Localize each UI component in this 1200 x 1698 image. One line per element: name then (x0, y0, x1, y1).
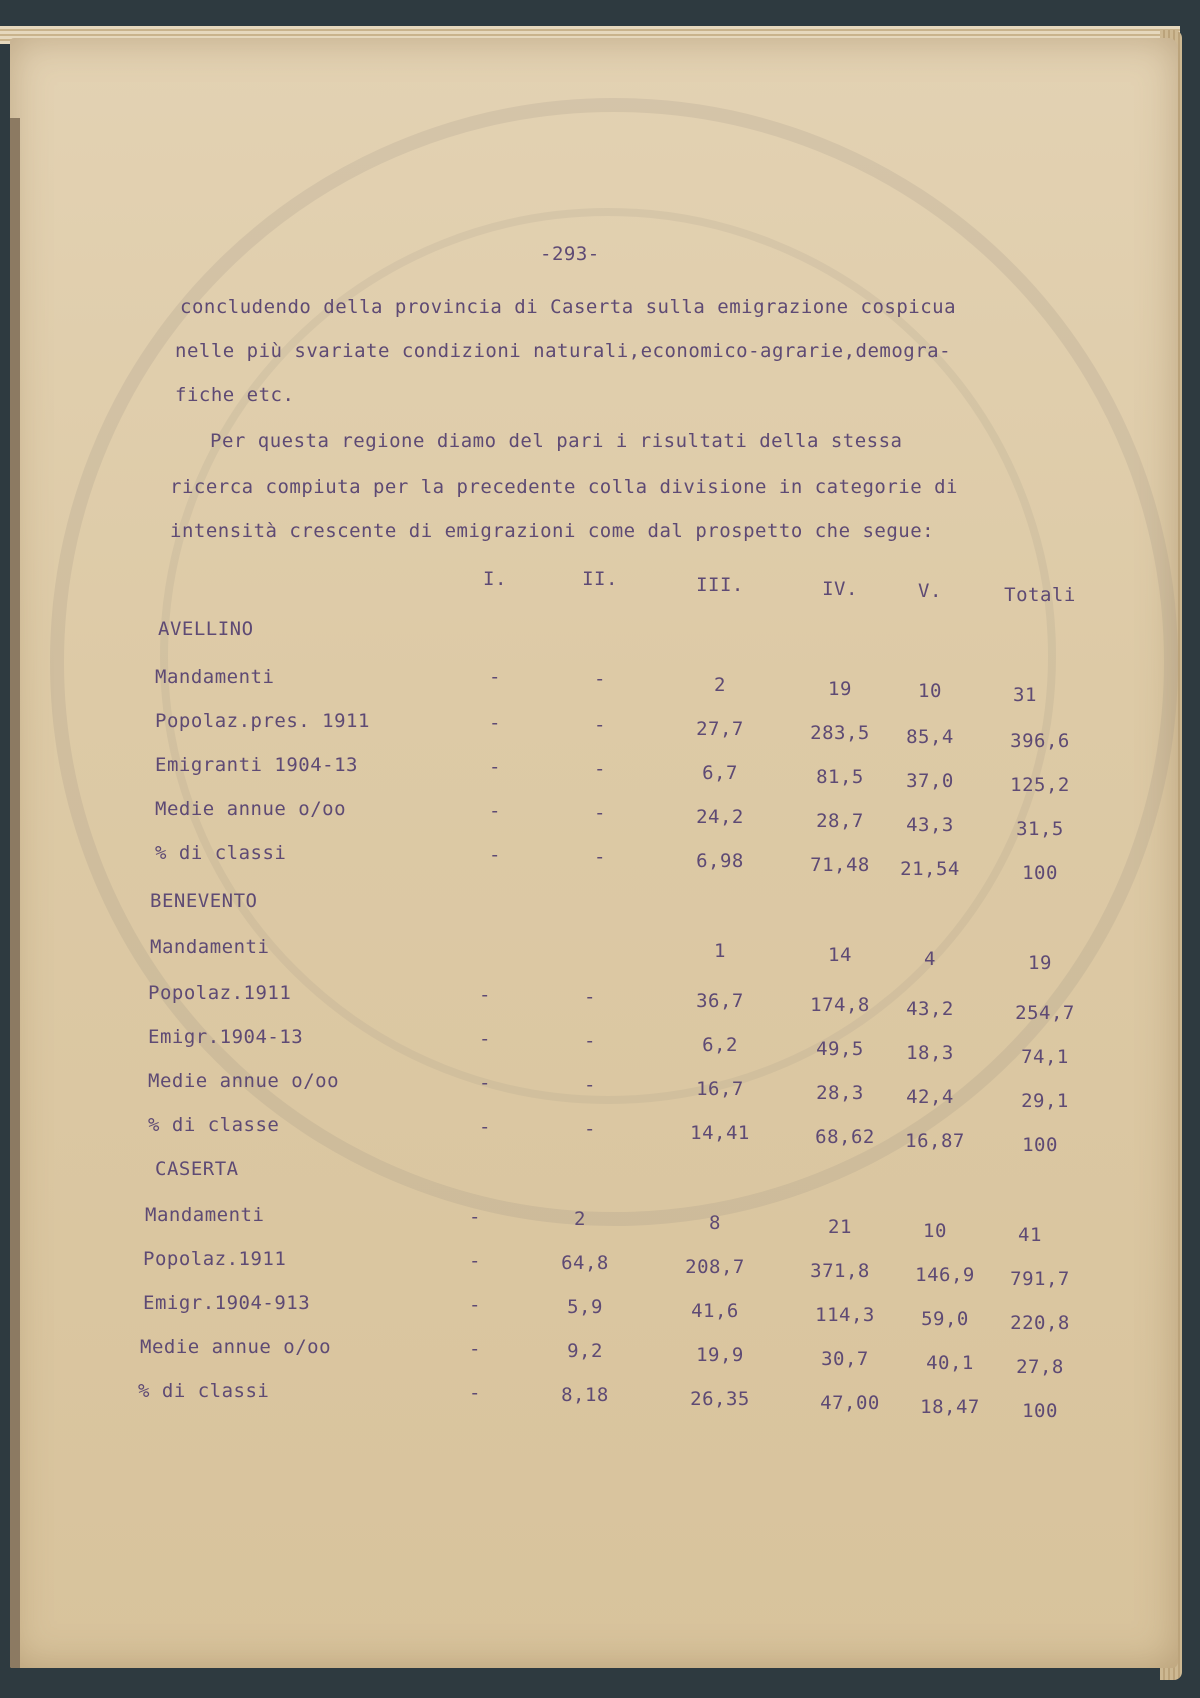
cell: 64,8 (561, 1252, 609, 1274)
cell: - (469, 1338, 481, 1360)
cell: - (489, 800, 501, 822)
cell: 19 (828, 678, 852, 700)
cell: 29,1 (1021, 1090, 1069, 1112)
paragraph-2-line-2: ricerca compiuta per la precedente colla divisione in categorie di (170, 476, 958, 498)
header-col-5: V. (918, 580, 942, 602)
cell: 49,5 (816, 1038, 864, 1060)
cell: 68,62 (815, 1126, 875, 1148)
cell: 26,35 (690, 1388, 750, 1410)
cell: 42,4 (906, 1086, 954, 1108)
cell: 27,7 (696, 718, 744, 740)
cell: 43,3 (906, 814, 954, 836)
cell: 47,00 (820, 1392, 880, 1414)
header-col-1: I. (483, 568, 507, 590)
cell: 220,8 (1010, 1312, 1070, 1334)
cell: 100 (1022, 862, 1058, 884)
cell: 71,48 (810, 854, 870, 876)
row-label: Mandamenti (145, 1204, 265, 1226)
row-label: % di classi (155, 842, 287, 864)
row-label: Popolaz.1911 (148, 982, 292, 1004)
row-label: Emigr.1904-13 (148, 1026, 304, 1048)
cell: 174,8 (810, 994, 870, 1016)
cell: 19,9 (696, 1344, 744, 1366)
cell: - (489, 712, 501, 734)
cell: 41,6 (691, 1300, 739, 1322)
cell: 16,7 (696, 1078, 744, 1100)
cell: - (489, 666, 501, 688)
row-label: Mandamenti (155, 666, 275, 688)
row-label: Emigr.1904-913 (143, 1292, 311, 1314)
cell: 10 (918, 680, 942, 702)
cell: 14,41 (690, 1122, 750, 1144)
paragraph-1-line-3: fiche etc. (175, 384, 295, 406)
row-label: Emigranti 1904-13 (155, 754, 358, 776)
cell: - (479, 984, 491, 1006)
cell: - (479, 1116, 491, 1138)
cell: 30,7 (821, 1348, 869, 1370)
row-label: Medie annue o/oo (140, 1336, 332, 1358)
cell: - (584, 986, 596, 1008)
cell: - (469, 1206, 481, 1228)
cell: 31 (1013, 684, 1037, 706)
cell: 16,87 (905, 1130, 965, 1152)
section-title-benevento: BENEVENTO (150, 890, 258, 912)
typewritten-page (10, 38, 1178, 1668)
cell: 28,7 (816, 810, 864, 832)
cell: 371,8 (810, 1260, 870, 1282)
cell: 1 (714, 940, 726, 962)
cell: 43,2 (906, 998, 954, 1020)
cell: - (594, 668, 606, 690)
cell: 2 (714, 674, 726, 696)
cell: 14 (828, 944, 852, 966)
cell: - (594, 802, 606, 824)
cell: 6,7 (702, 762, 738, 784)
cell: 59,0 (921, 1308, 969, 1330)
paragraph-2-line-3: intensità crescente di emigrazioni come dal prospetto che segue: (170, 520, 935, 542)
cell: 27,8 (1016, 1356, 1064, 1378)
binding (10, 118, 20, 1668)
cell: 19 (1028, 952, 1052, 974)
paragraph-2-line-1: Per questa regione diamo del pari i risultati della stessa (210, 430, 903, 452)
header-col-3: III. (696, 574, 744, 596)
cell: 9,2 (567, 1340, 603, 1362)
cell: 8 (709, 1212, 721, 1234)
cell: 21,54 (900, 858, 960, 880)
row-label: Popolaz.1911 (143, 1248, 287, 1270)
cell: 5,9 (567, 1296, 603, 1318)
cell: 18,47 (920, 1396, 980, 1418)
cell: 791,7 (1010, 1268, 1070, 1290)
cell: 18,3 (906, 1042, 954, 1064)
paragraph-1-line-2: nelle più svariate condizioni naturali,economico-agrarie,demogra- (175, 340, 952, 362)
cell: - (584, 1118, 596, 1140)
cell: 6,2 (702, 1034, 738, 1056)
section-title-avellino: AVELLINO (158, 618, 254, 640)
cell: 36,7 (696, 990, 744, 1012)
cell: 41 (1018, 1224, 1042, 1246)
cell: - (594, 758, 606, 780)
cell: 100 (1022, 1134, 1058, 1156)
cell: 37,0 (906, 770, 954, 792)
paragraph-1-line-1: concludendo della provincia di Caserta sulla emigrazione cospicua (180, 296, 957, 318)
cell: 81,5 (816, 766, 864, 788)
row-label: % di classe (148, 1114, 280, 1136)
cell: 31,5 (1016, 818, 1064, 840)
cell: 85,4 (906, 726, 954, 748)
cell: 74,1 (1021, 1046, 1069, 1068)
row-label: Medie annue o/oo (155, 798, 347, 820)
section-title-caserta: CASERTA (155, 1158, 239, 1180)
cell: 6,98 (696, 850, 744, 872)
header-col-totali: Totali (1004, 584, 1076, 606)
cell: 4 (924, 948, 936, 970)
row-label: Medie annue o/oo (148, 1070, 340, 1092)
header-col-4: IV. (822, 578, 858, 600)
cell: 396,6 (1010, 730, 1070, 752)
cell: 2 (574, 1208, 586, 1230)
cell: 254,7 (1015, 1002, 1075, 1024)
cell: - (479, 1028, 491, 1050)
row-label: % di classi (138, 1380, 270, 1402)
cell: 100 (1022, 1400, 1058, 1422)
row-label: Popolaz.pres. 1911 (155, 710, 370, 732)
cell: 283,5 (810, 722, 870, 744)
cell: 28,3 (816, 1082, 864, 1104)
cell: 24,2 (696, 806, 744, 828)
cell: 114,3 (815, 1304, 875, 1326)
cell: - (469, 1382, 481, 1404)
cell: - (594, 714, 606, 736)
row-label: Mandamenti (150, 936, 270, 958)
page-number: -293- (540, 243, 600, 265)
cell: - (469, 1294, 481, 1316)
cell: 8,18 (561, 1384, 609, 1406)
cell: 208,7 (685, 1256, 745, 1278)
cell: - (489, 756, 501, 778)
cell: - (584, 1030, 596, 1052)
cell: - (469, 1250, 481, 1272)
cell: - (584, 1074, 596, 1096)
cell: 146,9 (915, 1264, 975, 1286)
cell: - (594, 846, 606, 868)
cell: - (479, 1072, 491, 1094)
cell: 40,1 (926, 1352, 974, 1374)
cell: 21 (828, 1216, 852, 1238)
cell: 10 (923, 1220, 947, 1242)
cell: - (489, 844, 501, 866)
cell: 125,2 (1010, 774, 1070, 796)
header-col-2: II. (582, 568, 618, 590)
